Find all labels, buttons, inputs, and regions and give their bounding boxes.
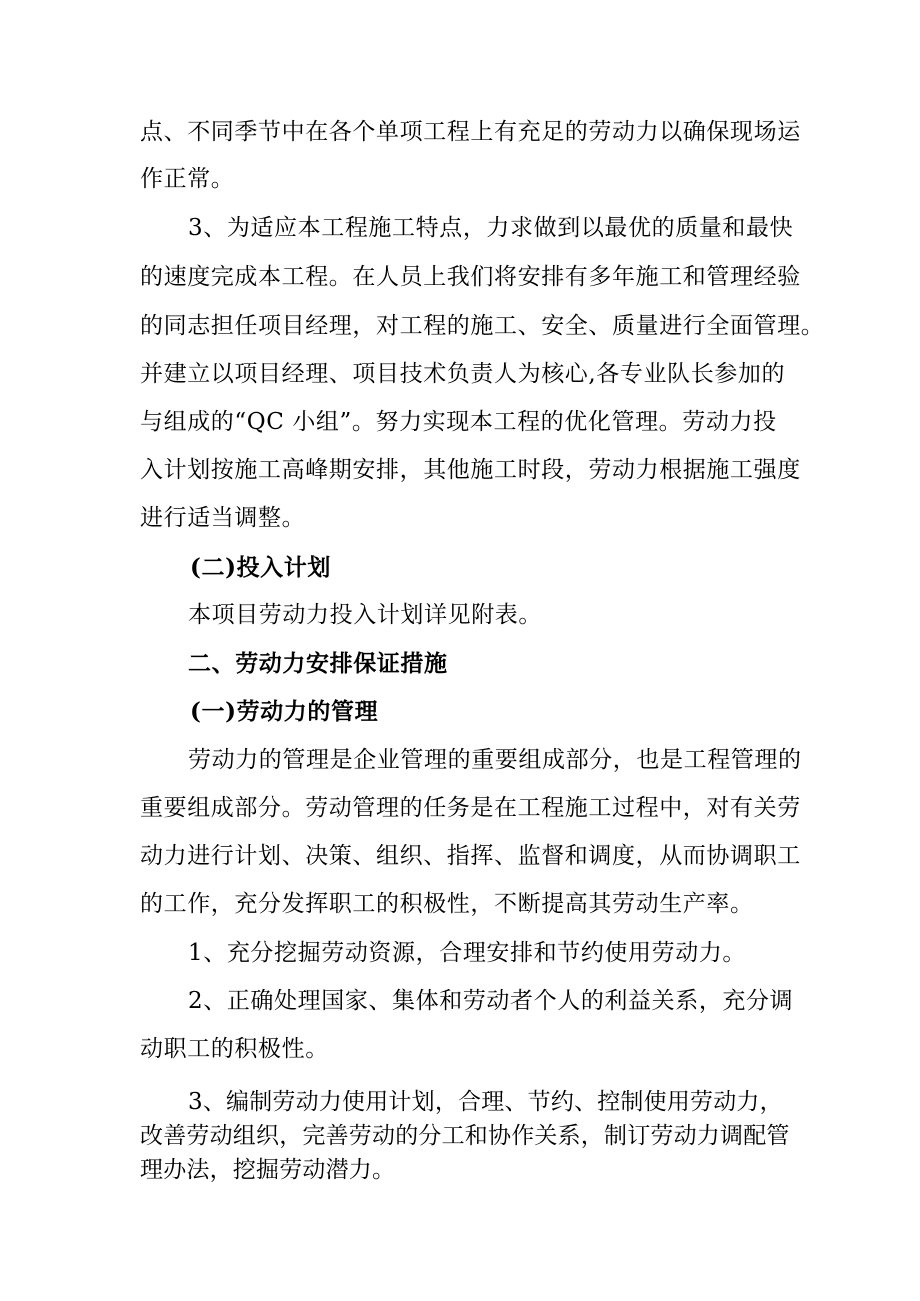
paragraph-line: 作正常。 xyxy=(140,166,235,192)
sub-heading-input-plan: (二)投入计划 xyxy=(190,554,331,581)
paragraph-line: 与组成的“QC 小组”。努力实现本工程的优化管理。劳动力投 xyxy=(140,409,777,435)
paragraph-line: 理办法，挖掘劳动潜力。 xyxy=(140,1157,396,1183)
paragraph-line: 改善劳动组织，完善劳动的分工和协作关系，制订劳动力调配管 xyxy=(140,1123,790,1149)
paragraph-line: 本项目劳动力投入计划详见附表。 xyxy=(188,602,542,628)
paragraph-line: 进行适当调整。 xyxy=(140,505,306,531)
sub-heading-labor-management: (一)劳动力的管理 xyxy=(190,698,379,725)
paragraph-line: 的同志担任项目经理，对工程的施工、安全、质量进行全面管理。 xyxy=(140,313,825,339)
section-heading: 二、劳动力安排保证措施 xyxy=(188,650,448,677)
paragraph-line: 的速度完成本工程。在人员上我们将安排有多年施工和管理经验 xyxy=(140,264,801,290)
paragraph-line: 入计划按施工高峰期安排，其他施工时段，劳动力根据施工强度 xyxy=(140,457,801,483)
list-item: 3、编制劳动力使用计划，合理、节约、控制使用劳动力， xyxy=(188,1089,783,1115)
list-item: 2、正确处理国家、集体和劳动者个人的利益关系，充分调 xyxy=(188,988,794,1014)
paragraph-line: 劳动力的管理是企业管理的重要组成部分，也是工程管理的 xyxy=(188,747,802,773)
paragraph-line: 重要组成部分。劳动管理的任务是在工程施工过程中，对有关劳 xyxy=(140,795,801,821)
paragraph-line: 并建立以项目经理、项目技术负责人为核心,各专业队长参加的 xyxy=(140,361,786,387)
paragraph-line: 动力进行计划、决策、组织、指挥、监督和调度，从而协调职工 xyxy=(140,843,801,869)
list-item: 1、充分挖掘劳动资源，合理安排和节约使用劳动力。 xyxy=(188,940,747,966)
paragraph-line: 动职工的积极性。 xyxy=(140,1036,329,1062)
paragraph-line: 3、为适应本工程施工特点，力求做到以最优的质量和最快 xyxy=(188,215,794,241)
paragraph-line: 点、不同季节中在各个单项工程上有充足的劳动力以确保现场运 xyxy=(140,119,801,145)
paragraph-line: 的工作，充分发挥职工的积极性，不断提高其劳动生产率。 xyxy=(140,891,754,917)
